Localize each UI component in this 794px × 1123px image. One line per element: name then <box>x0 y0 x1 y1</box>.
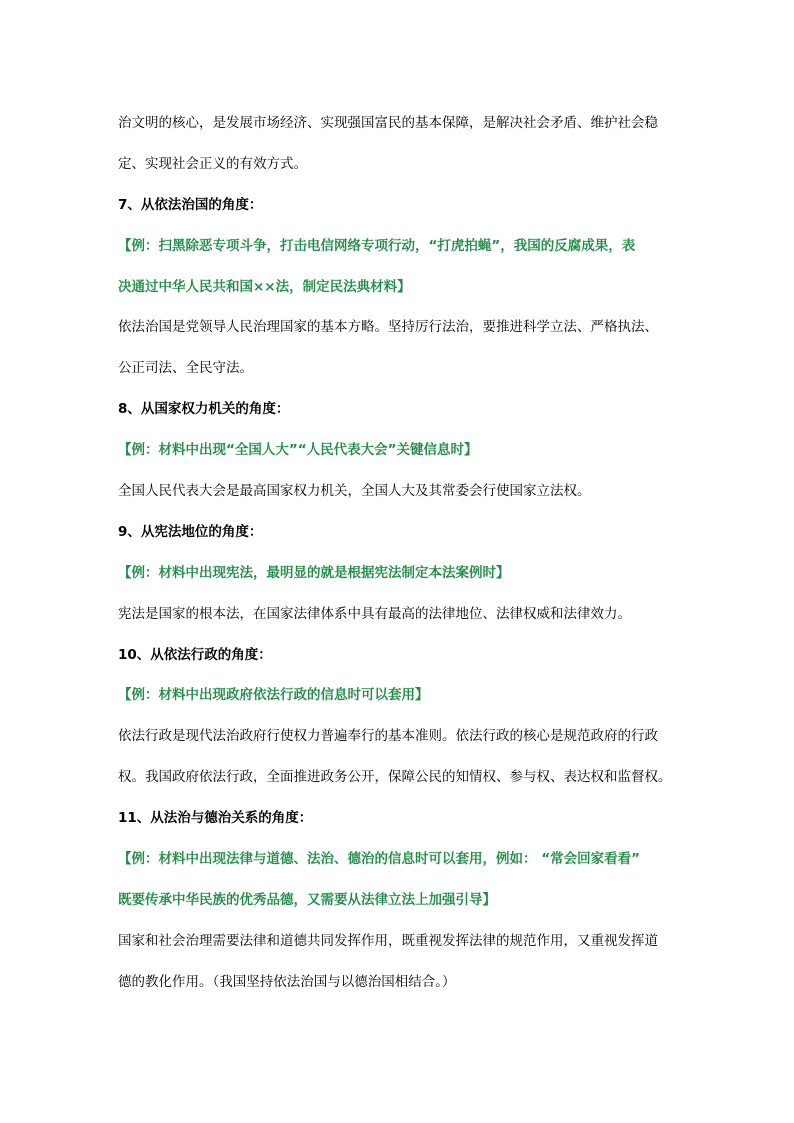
section-8-heading: 8、从国家权力机关的角度： <box>118 401 290 418</box>
section-7-example-line-1: 【例：扫黑除恶专项斗争，打击电信网络专项行动，“打虎拍蝇”，我国的反腐成果，表 <box>118 237 636 254</box>
body-line-1: 治文明的核心，是发展市场经济、实现强国富民的基本保障，是解决社会矛盾、维护社会稳 <box>118 115 658 131</box>
section-7-heading: 7、从依法治国的角度： <box>118 196 263 213</box>
document-body <box>118 103 680 1003</box>
section-11-body-line-1: 国家和社会治理需要法律和道德共同发挥作用，既重视发挥法律的规范作用，又重视发挥道 <box>118 932 658 949</box>
section-8-example: 【例：材料中出现“全国人大”“人民代表大会”关键信息时】 <box>118 442 478 459</box>
section-10-example: 【例：材料中出现政府依法行政的信息时可以套用】 <box>118 687 429 704</box>
section-11-example-line-2: 既要传承中华民族的优秀品德，又需要从法律立法上加强引导】 <box>118 891 496 908</box>
section-9-heading: 9、从宪法地位的角度： <box>118 523 263 540</box>
section-11-heading: 11、从法治与德治关系的角度： <box>118 810 313 827</box>
section-7-example-line-2: 决通过中华人民共和国××法，制定民法典材料】 <box>118 278 411 295</box>
section-7-body-line-1: 依法治国是党领导人民治理国家的基本方略。坚持厉行法治，要推进科学立法、严格执法、 <box>118 319 658 336</box>
section-9-body: 宪法是国家的根本法，在国家法律体系中具有最高的法律地位、法律权威和法律效力。 <box>118 605 631 622</box>
section-8-body: 全国人民代表大会是最高国家权力机关，全国人大及其常委会行使国家立法权。 <box>118 483 591 500</box>
section-10-heading: 10、从依法行政的角度： <box>118 646 272 663</box>
section-9-example: 【例：材料中出现宪法，最明显的就是根据宪法制定本法案例时】 <box>118 564 510 581</box>
section-11-example-line-1: 【例：材料中出现法律与道德、法治、德治的信息时可以套用，例如： “常会回家看看” <box>118 851 640 868</box>
section-10-body-line-2: 权。我国政府依法行政，全面推进政务公开，保障公民的知情权、参与权、表达权和监督权。 <box>118 769 672 786</box>
body-line-2: 定、实现社会正义的有效方式。 <box>118 155 307 172</box>
section-7-body-line-2: 公正司法、全民守法。 <box>118 360 253 377</box>
section-11-body-line-2: 德的教化作用。（我国坚持依法治国与以德治国相结合。） <box>118 973 456 990</box>
section-10-body-line-1: 依法行政是现代法治政府行使权力普遍奉行的基本准则。依法行政的核心是规范政府的行政 <box>118 728 658 745</box>
